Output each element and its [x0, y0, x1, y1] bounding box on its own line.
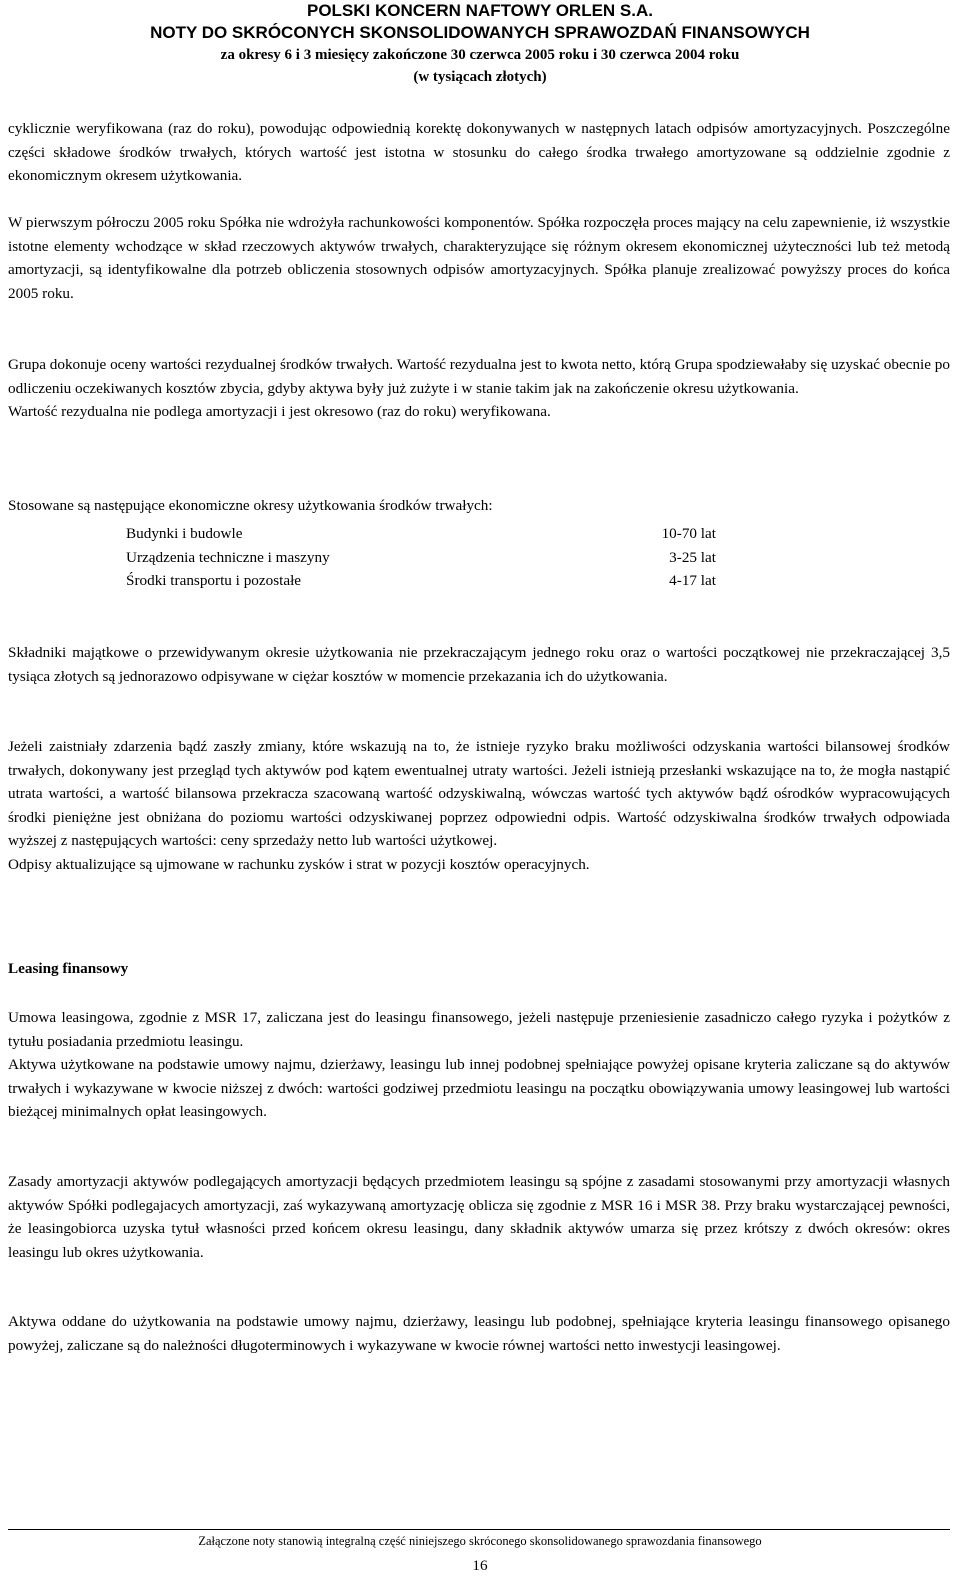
paragraph-low-value-assets	[8, 641, 950, 688]
paragraph-leasing-receivables	[8, 1310, 950, 1357]
useful-life-table	[126, 522, 716, 593]
table-row-value: 3-25 lat	[669, 548, 716, 566]
table-row-value: 10-70 lat	[661, 525, 716, 542]
paragraph-depreciation	[8, 117, 950, 188]
paragraph-residual	[8, 353, 950, 424]
page-header	[0, 0, 960, 88]
page-number: 16	[472, 1557, 488, 1574]
document-unit: (w tysiącach złotych)	[413, 69, 547, 85]
paragraph-text: Aktywa oddane do użytkowania na podstawie umowy najmu, dzierżawy, leasingu lub podobnej, spełniające kryteria leasingu finansowego opisanego powyżej, zaliczane są do należności długoterminowych i wykazywane w kwocie równej wartości netto inwestycji leasingowej.	[8, 1313, 950, 1354]
paragraph-text: Wartość rezydualna nie podlega amortyzacji i jest okresowo (raz do roku) weryfikowana.	[8, 403, 551, 420]
paragraph-impairment	[8, 735, 950, 876]
paragraph-text: Odpisy aktualizujące są ujmowane w rachunku zysków i strat w pozycji kosztów operacyjnych.	[8, 855, 590, 873]
paragraph-text: Zasady amortyzacji aktywów podlegających amortyzacji będących przedmiotem leasingu są spójne z zasadami stosowanymi przy amortyzacji własnych aktywów Spółki podlegajacych amortyzacji, zaś wykazywaną amortyzację oblicza się zgodnie z MSR 16 i MSR 38. Przy braku wystarczającej pewności, że leasingobiorca uzyska tytuł własności przed końcem okresu leasingu, dany składnik aktywów umarza się przez krótszy z dwóch okresów: okres leasingu lub okres użytkowania.	[8, 1173, 950, 1261]
table-row-value: 4-17 lat	[669, 572, 716, 589]
document-title: NOTY DO SKRÓCONYCH SKONSOLIDOWANYCH SPRAWOZDAŃ FINANSOWYCH	[150, 23, 810, 42]
company-name: POLSKI KONCERN NAFTOWY ORLEN S.A.	[306, 1, 653, 20]
paragraph-text: W pierwszym półroczu 2005 roku Spółka nie wdrożyła rachunkowości komponentów. Spółka rozpoczęła proces mający na celu zapewnienie, iż wszystkie istotne elementy wchodzące w skład rzeczowych aktywów trwałych, charakteryzujące się różnym okresem ekonomicznej użyteczności lub też metodą amortyzacji, są identyfikowalne dla potrzeb obliczenia stosownych odpisów amortyzacyjnych. Spółka planuje zrealizować powyższy proces do końca 2005 roku.	[8, 214, 950, 302]
document-period: za okresy 6 i 3 miesięcy zakończone 30 czerwca 2005 roku i 30 czerwca 2004 roku	[220, 47, 740, 63]
paragraph-text: Stosowane są następujące ekonomiczne okresy użytkowania środków trwałych:	[8, 497, 493, 514]
paragraph-text: Składniki majątkowe o przewidywanym okresie użytkowania nie przekraczającym jednego roku oraz o wartości początkowej nie przekraczającej 3,5 tysiąca złotych są jednorazowo odpisywane w ciężar kosztów w momencie przekazania ich do użytkowania.	[8, 644, 950, 685]
paragraph-text: Grupa dokonuje oceny wartości rezydualnej środków trwałych. Wartość rezydualna jest to kwota netto, którą Grupa spodziewałaby się uzyskać obecnie po odliczeniu oczekiwanych kosztów zbycia, gdyby aktywa były już zużyte i w stanie takim jak na zakończenie okresu użytkowania.	[8, 356, 950, 397]
table-row	[126, 546, 716, 570]
paragraph-text: Aktywa użytkowane na podstawie umowy najmu, dzierżawy, leasingu lub innej podobnej spełniające powyżej opisane kryteria zaliczane są do aktywów trwałych i wykazywane w kwocie niższej z dwóch: wartości godziwej przedmiotu leasingu na początku obowiązywania umowy leasingowej lub wartości bieżącej minimalnych opłat leasingowych.	[8, 1056, 950, 1120]
paragraph-text: Umowa leasingowa, zgodnie z MSR 17, zaliczana jest do leasingu finansowego, jeżeli następuje przeniesienie zasadniczo całego ryzyka i pożytków z tytułu posiadania przedmiotu leasingu.	[8, 1009, 950, 1050]
table-row-label: Środki transportu i pozostałe	[126, 572, 302, 589]
paragraph-leasing-depreciation	[8, 1170, 950, 1264]
paragraph-components	[8, 211, 950, 305]
paragraph-text: cyklicznie weryfikowana (raz do roku), powodując odpowiednią korektę dokonywanych w następnych latach odpisów amortyzacyjnych. Poszczególne części składowe środków trwałych, których wartość jest istotna w stosunku do całego środka trwałego amortyzowane są oddzielnie zgodnie z ekonomicznym okresem użytkowania.	[8, 120, 950, 184]
paragraph-leasing-definition	[8, 1006, 950, 1124]
table-row-label: Urządzenia techniczne i maszyny	[126, 548, 330, 566]
section-heading-leasing: Leasing finansowy	[8, 960, 129, 977]
table-row	[126, 569, 716, 593]
table-row	[126, 522, 716, 546]
footer-note: Załączone noty stanowią integralną część niniejszego skróconego skonsolidowanego sprawozdania finansowego	[198, 1534, 762, 1548]
table-row-label: Budynki i budowle	[126, 525, 243, 542]
paragraph-useful-life-intro	[8, 494, 950, 518]
footer-divider	[8, 1529, 950, 1530]
paragraph-text: Jeżeli zaistniały zdarzenia bądź zaszły zmiany, które wskazują na to, że istnieje ryzyko braku możliwości odzyskania wartości bilansowej środków trwałych, dokonywany jest przegląd tych aktywów pod kątem ewentualnej utraty wartości. Jeżeli istnieją przesłanki wskazujące na to, że mogła nastąpić utrata wartości, a wartość bilansowa przekracza szacowaną wartość odzyskiwalną, wówczas wartość tych aktywów bądź ośrodków wypracowujących środki pieniężne jest obniżana do poziomu wartości odzyskiwanej poprzez odpowiedni odpis. Wartość odzyskiwalna środków trwałych odpowiada wyższej z następujących wartości: ceny sprzedaży netto lub wartości użytkowej.	[8, 738, 950, 849]
